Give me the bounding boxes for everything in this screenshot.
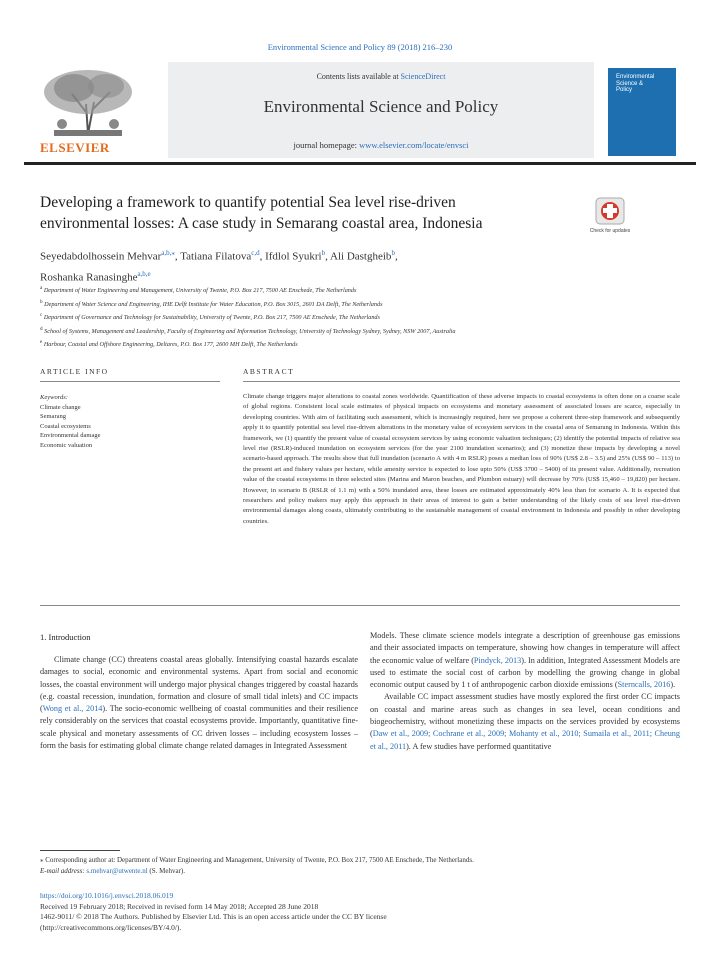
keyword: Coastal ecosystems (40, 422, 91, 430)
affiliation (40, 283, 700, 297)
journal-cover-thumbnail[interactable] (608, 68, 676, 156)
affiliation-text: Department of Water Science and Engineering, IHE Delft Institute for Water Education, P.O. Box 3015, 2601 DA Delft, The Netherlands (44, 300, 383, 308)
affiliation (40, 297, 700, 311)
affiliation (40, 337, 700, 351)
citation-link[interactable]: Wong et al., 2014 (42, 704, 103, 714)
author-affiliation-marker[interactable]: a,b,e (137, 269, 151, 278)
abstract-rule (243, 381, 680, 382)
author-name[interactable]: Ali Dastgheib (330, 250, 392, 263)
received-dates: Received 19 February 2018; Received in revised form 14 May 2018; Accepted 28 June 2018 (40, 901, 319, 911)
citation-link[interactable]: Sterncalls, 2016 (617, 680, 671, 690)
paragraph-text: ). In addition, Integrated Assessment Models are used to estimate the social cost of carbon by modelling the growing change in global economic output caused by 1 t of anthropogenic carbon dioxide emissions ( (370, 655, 680, 690)
contents-prefix: Contents lists available at (316, 72, 401, 81)
header-divider (24, 162, 696, 165)
paragraph-text: ). (670, 680, 676, 690)
license-url[interactable]: (http://creativecommons.org/licenses/BY/4.0/). (40, 922, 182, 932)
paragraph-text: ). A few studies have performed quantitative (406, 741, 552, 751)
cover-title-line: Science & (616, 80, 644, 87)
abstract-text: Climate change triggers major alterations to coastal zones worldwide. Quantification of these adverse impacts to coastal ecosystems is often done on a coarse scale of global regions. Consistent local scale estimates of physical impacts on ecosystems and monetary assessment of associated losses are scarce, especially in developing countries. With aim of facilitating such assessment, which is increasingly required, here we propose a coherent three-step framework and subsequently apply it to quantify potential sea level rise-driven alterations in the monetary value of ecosystem services in the coastal area of Semarang in Indonesia. Within this framework, we (1) quantify the present value of coastal ecosystem services by using economic valuation techniques; (2) identify the potential impacts of relative sea level rise (RSLR)-induced inundation on ecosystem services (for the year 2100 inundation scenarios); and (3) monetize these impacts by developing a novel scenario-based approach. The results show that full inundation (scenario A with 4 m RSLR) poses a median loss of 90% (US$ 2.8 – 3.5) and 25% (US$ 90 – 113) to the present art and fishery values per hectare, while amenity service is expected to lose upto 50% (US$ 3700 – 5400) of its present value. Additionally, recreation value of the coastal ecosystems in three selected sites (Marina and Maron beaches, and Plumbon estuary) will decrease by 70% (US$ 15,460 – 19,820) per hectare. However, in scenario B (RSLR of 1.1 m) with a 50% inundated area, these losses are estimated approximately 40% less than for scenario A. It is expected that researchers and policy makers may apply this approach in their areas of interest to gain a better understanding of the likely costs of sea level rise-driven environmental damages along coasts, ultimately contributing to the sustainable management of coastal environment in Indonesia and possibly in other developing countries. (243, 393, 680, 525)
affiliation-text: Harbour, Coastal and Offshore Engineering, Deltares, P.O. Box 177, 2600 MH Delft, The Netherlands (43, 341, 298, 349)
keywords-block (40, 393, 220, 450)
affiliation-marker: d (40, 325, 43, 332)
affiliation-marker: c (40, 312, 43, 319)
body-column-left (40, 654, 358, 752)
crossmark-label: Check for updates (590, 228, 630, 234)
author-affiliation-marker[interactable]: c,d (251, 249, 260, 257)
homepage-prefix: journal homepage: (293, 140, 360, 150)
keyword: Economic valuation (40, 441, 93, 449)
paragraph-text: Available CC impact assessment studies have mostly explored the first order CC impacts on coastal and marine areas such as changes in sea level, ocean conditions and biogeochemistry, without monetizing these impacts on the services provided by ecosystems ( (370, 692, 680, 739)
affiliation-list (40, 283, 700, 351)
check-for-updates-icon[interactable] (590, 196, 630, 240)
publisher-name: ELSEVIER (40, 140, 110, 155)
article-info-rule (40, 381, 220, 382)
abstract-heading: ABSTRACT (243, 367, 295, 376)
body-paragraph (40, 654, 358, 752)
author-affiliation-marker[interactable]: b (321, 249, 326, 257)
homepage-link[interactable]: www.elsevier.com/locate/envsci (359, 140, 469, 150)
email-label: E-mail address: (40, 867, 87, 875)
citation-link[interactable]: Pindyck, 2013 (473, 655, 522, 665)
title-line: Developing a framework to quantify potential Sea level rise-driven (40, 194, 456, 211)
body-paragraph (370, 691, 680, 752)
article-title (40, 192, 570, 234)
cover-title-line: Environmental (616, 74, 655, 80)
keyword: Semarang (40, 413, 66, 420)
body-column-right (370, 630, 680, 753)
affiliation (40, 310, 700, 324)
body-paragraph (370, 630, 680, 691)
corresponding-author-text: ⁎ Corresponding author at: Department of Water Engineering and Management, University of Twente, P.O. Box 217, 7500 AE Enschede, The Netherlands. (40, 856, 474, 864)
affiliation-marker: b (40, 298, 43, 305)
license-text: 1462-9011/ © 2018 The Authors. Published by Elsevier Ltd. This is an open access article under the CC BY license (40, 912, 387, 921)
email-suffix: (S. Mehvar). (147, 867, 185, 875)
author-list: Seyedabdolhossein Mehvar$^{a,b,⁎}$, Tatiana Filatova$^{c,d}$, Ifdlol Syukri$^b$, Ali Dastgheib$^b$, Roshanka Ranasinghe$^{a,b,e}$ (40, 249, 398, 284)
corresponding-author-footnote (40, 855, 690, 877)
keyword: Climate change (40, 403, 81, 411)
paragraph-text: Models. These climate science models integrate a description of greenhouse gas emissions and their associated impacts on temperature, showing how changes in temperature will affect the economic value of welfare ( (370, 631, 680, 665)
author-name[interactable]: Roshanka Ranasinghe (40, 271, 138, 284)
author-name[interactable]: Tatiana Filatova (180, 250, 252, 263)
contents-line (168, 72, 594, 81)
email-line (40, 866, 690, 877)
paragraph-text: Climate change (CC) threatens coastal areas globally. Intensifying coastal hazards escalate damages to social, economic and environmental systems. Apart from social and economic losses, the coastal environment will undergo major physical changes triggered by coastal hazards (e.g. coastal recession, inundation, formation and closure of small tidal inlets) and CC impacts ( (40, 655, 358, 714)
author-affiliation-marker[interactable]: a,b,⁎ (161, 249, 175, 257)
title-line: environmental losses: A case study in Semarang coastal area, Indonesia (40, 215, 483, 232)
author-name[interactable]: Seyedabdolhossein Mehvar (40, 250, 162, 263)
author-name[interactable]: Ifdlol Syukri (265, 250, 322, 263)
citation-link[interactable]: Daw et al., 2009; Cochrane et al., 2009; Mohanty et al., 2010; Sumaila et al., 2011; Cheung et al., 2011 (370, 729, 680, 751)
journal-reference[interactable]: Environmental Science and Policy 89 (2018) 216–230 (267, 42, 453, 52)
cover-title-line: Policy (616, 87, 633, 94)
article-metadata (40, 891, 690, 933)
journal-title: Environmental Science and Policy (263, 97, 499, 116)
affiliation-text: Department of Water Engineering and Management, University of Twente, P.O. Box 217, 7500 AE Enschede, The Netherlands (43, 287, 357, 295)
doi-link[interactable]: https://doi.org/10.1016/j.envsci.2018.06.019 (40, 891, 174, 900)
section-heading-introduction: 1. Introduction (40, 632, 91, 642)
footnote-rule (40, 850, 120, 851)
paragraph-text: ). The socio-economic wellbeing of coastal communities and their resilience rely considerably on the services that coastal ecosystems provide. Importantly, quantitative fine-scale physical and monetary assessments of CC driven losses – including ecosystem losses – form the basis for estimating global climate change related damages in Integrated Assessment (40, 704, 358, 751)
affiliation-marker: e (40, 339, 43, 346)
keywords-label: Keywords: (40, 394, 68, 401)
sciencedirect-link[interactable]: ScienceDirect (400, 72, 446, 81)
abstract-bottom-rule (40, 605, 680, 606)
affiliation-text: School of Systems, Management and Leadership, Faculty of Engineering and Information Technology, University of Technology Sydney, Sydney, NSW 2007, Australia (44, 327, 456, 335)
affiliation (40, 324, 700, 338)
journal-homepage (168, 140, 594, 150)
keyword: Environmental damage (40, 432, 101, 439)
article-info-heading: ARTICLE INFO (40, 367, 109, 376)
author-affiliation-marker[interactable]: b (391, 249, 395, 257)
affiliation-marker: a (40, 285, 43, 291)
affiliation-text: Department of Governance and Technology for Sustainability, University of Twente, P.O. Box 217, 7500 AE Enschede, The Netherlands (43, 314, 380, 322)
email-link[interactable]: s.mehvar@utwente.nl (86, 867, 148, 875)
